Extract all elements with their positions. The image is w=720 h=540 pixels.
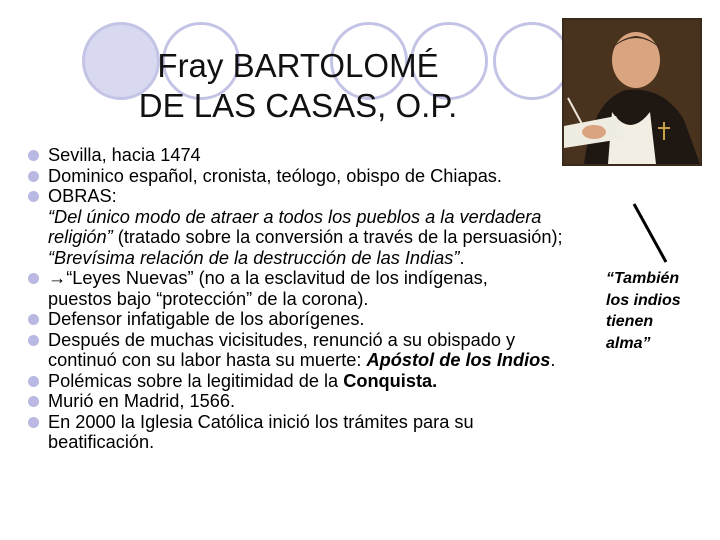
bullet-text: Defensor infatigable de los aborígenes.: [48, 309, 365, 329]
list-item: [22, 268, 622, 309]
list-item: [22, 330, 622, 371]
bullet-dot: [28, 396, 39, 407]
list-item: [22, 309, 622, 330]
bullet-text: puestos bajo “protección” de la corona).: [48, 288, 369, 309]
portrait-image: [562, 18, 702, 166]
list-item: [22, 145, 622, 166]
punctuation: .: [550, 350, 556, 370]
quote-line: los indios: [606, 291, 681, 309]
decorative-ring: [493, 22, 571, 100]
emphasis: Conquista.: [343, 370, 438, 391]
work-title-end: religión”: [48, 227, 113, 247]
work-note: (tratado sobre la conversión a través de la persuasión);: [112, 227, 563, 247]
work-title: “Brevísima relación de la destrucción de las Indias”: [48, 247, 460, 268]
arrow-icon: →: [48, 268, 67, 288]
slide-title: [118, 46, 478, 126]
pointer-line: [630, 200, 670, 266]
list-item: [22, 391, 622, 412]
bullet-text: Dominico español, cronista, teólogo, obispo de Chiapas.: [48, 165, 502, 186]
bullet-dot: [28, 314, 39, 325]
bullet-dot: [28, 191, 39, 202]
title-line: DE LAS CASAS, O.P.: [138, 87, 458, 124]
list-item: [22, 186, 622, 268]
bullet-text: continuó con su labor hasta su muerte:: [48, 350, 367, 370]
emphasis: Apóstol de los Indios: [366, 350, 551, 370]
punctuation: .: [459, 247, 465, 268]
bullet-text: En 2000 la Iglesia Católica inició los trámites para su: [48, 411, 474, 432]
bullet-dot: [28, 335, 39, 346]
bullet-text: Sevilla, hacia 1474: [48, 145, 201, 165]
bullet-dot: [28, 273, 39, 284]
quote-callout: [606, 268, 681, 354]
list-item: [22, 371, 622, 392]
bullet-list: [22, 145, 622, 453]
bullet-text: Polémicas sobre la legitimidad de la: [48, 370, 344, 391]
bullet-text: OBRAS:: [48, 186, 117, 206]
work-title-line: [48, 248, 622, 269]
work-description: [48, 227, 622, 248]
quote-line: alma”: [606, 334, 651, 352]
list-item: [22, 166, 622, 187]
quote-line: tienen: [606, 313, 654, 330]
bullet-dot: [28, 171, 39, 182]
bullet-dot: [28, 150, 39, 161]
title-line: Fray BARTOLOMÉ: [157, 47, 439, 84]
bullet-text: Después de muchas vicisitudes, renunció a su obispado y: [48, 329, 516, 350]
quote-line: “También: [606, 270, 680, 287]
bullet-text: beatificación.: [48, 432, 155, 452]
bullet-text: “Leyes Nuevas” (no a la esclavitud de los indígenas,: [66, 268, 488, 288]
work-title: “Del único modo de atraer a todos los pueblos a la verdadera: [48, 206, 542, 227]
bullet-dot: [28, 417, 39, 428]
list-item: [22, 412, 622, 453]
bullet-text: Murió en Madrid, 1566.: [48, 391, 236, 411]
bullet-dot: [28, 376, 39, 387]
